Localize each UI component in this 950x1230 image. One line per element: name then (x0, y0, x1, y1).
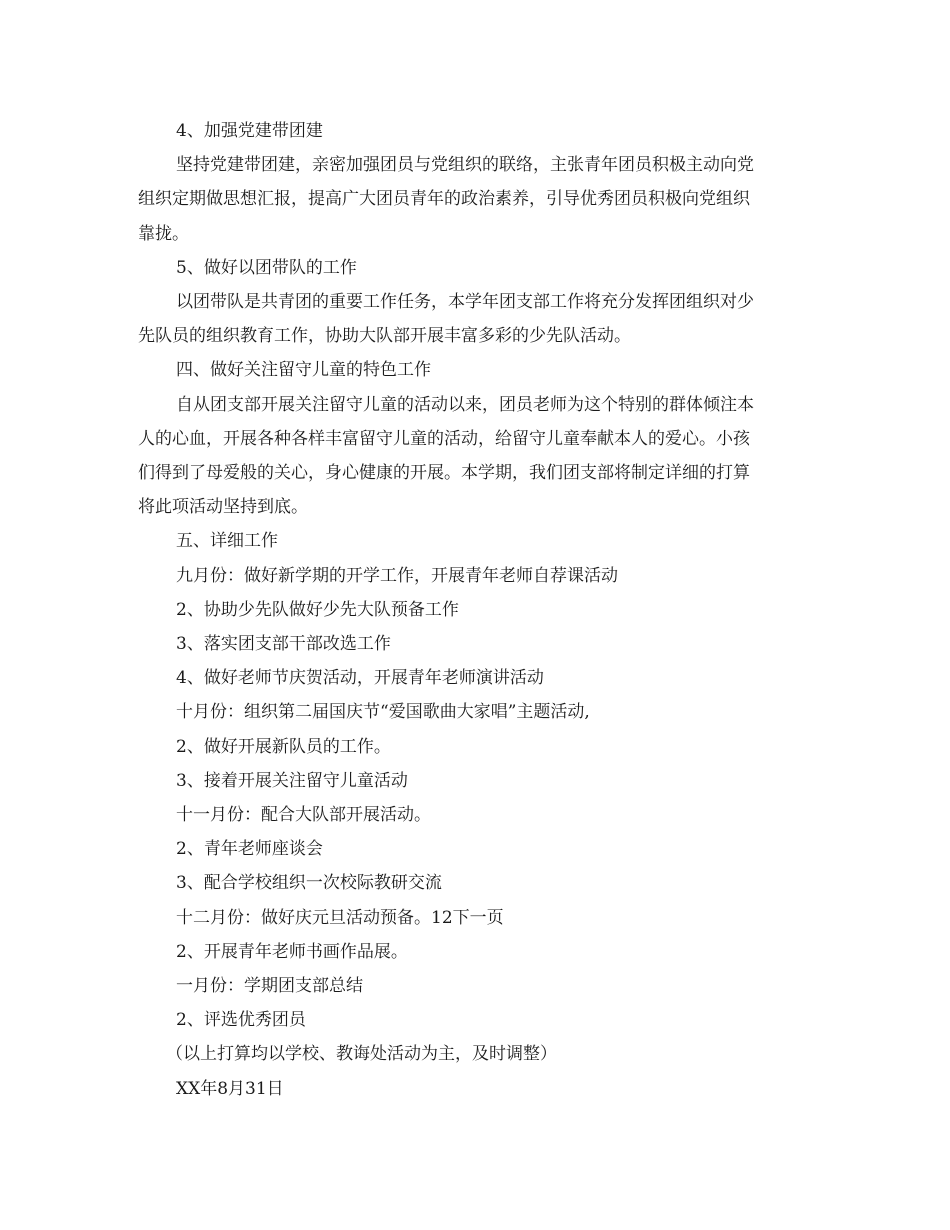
paragraph-line: 们得到了母爱般的关心，身心健康的开展。本学期，我们团支部将制定详细的打算 (138, 463, 750, 484)
schedule-item: 十一月份：配合大队部开展活动。 (176, 805, 431, 826)
schedule-item: 十二月份：做好庆元旦活动预备。12下一页 (176, 907, 504, 928)
schedule-item: 2、青年老师座谈会 (176, 839, 323, 860)
schedule-item: 3、接着开展关注留守儿童活动 (176, 770, 408, 791)
section-heading: 五、详细工作 (176, 531, 278, 552)
paragraph-line: 人的心血，开展各种各样丰富留守儿童的活动，给留守儿童奉献本人的爱心。小孩 (138, 428, 750, 449)
schedule-item: 十月份：组织第二届国庆节“爱国歌曲大家唱”主题活动, (176, 702, 590, 723)
schedule-item: 3、配合学校组织一次校际教研交流 (176, 873, 442, 894)
paragraph-line: 组织定期做思想汇报，提高广大团员青年的政治素养，引导优秀团员积极向党组织 (138, 189, 750, 210)
schedule-item: 2、协助少先队做好少先大队预备工作 (176, 599, 459, 620)
paragraph-line: 以团带队是共青团的重要工作任务，本学年团支部工作将充分发挥团组织对少 (176, 292, 754, 313)
section-heading: 4、加强党建带团建 (176, 121, 323, 141)
paragraph-line: 靠拢。 (138, 223, 189, 244)
closing-note: （以上打算均以学校、教诲处活动为主，及时调整） (166, 1044, 557, 1065)
paragraph-line: 坚持党建带团建，亲密加强团员与党组织的联络，主张青年团员积极主动向党 (176, 155, 754, 176)
schedule-item: 一月份：学期团支部总结 (176, 976, 363, 997)
schedule-item: 4、做好老师节庆贺活动，开展青年老师演讲活动 (176, 668, 544, 689)
section-heading: 四、做好关注留守儿童的特色工作 (176, 360, 431, 381)
document-body (138, 114, 812, 1106)
paragraph-line: 将此项活动坚持到底。 (138, 497, 308, 518)
section-heading: 5、做好以团带队的工作 (176, 257, 357, 278)
schedule-item: 2、开展青年老师书画作品展。 (176, 941, 408, 962)
schedule-item: 九月份：做好新学期的开学工作，开展青年老师自荐课活动 (176, 565, 618, 586)
paragraph-line: 自从团支部开展关注留守儿童的活动以来，团员老师为这个特别的群体倾注本 (176, 394, 754, 415)
schedule-item: 2、做好开展新队员的工作。 (176, 736, 391, 757)
paragraph-line: 先队员的组织教育工作，协助大队部开展丰富多彩的少先队活动。 (138, 326, 631, 347)
schedule-item: 3、落实团支部干部改选工作 (176, 634, 391, 655)
document-date: XX年8月31日 (176, 1078, 284, 1099)
schedule-item: 2、评选优秀团员 (176, 1010, 306, 1031)
